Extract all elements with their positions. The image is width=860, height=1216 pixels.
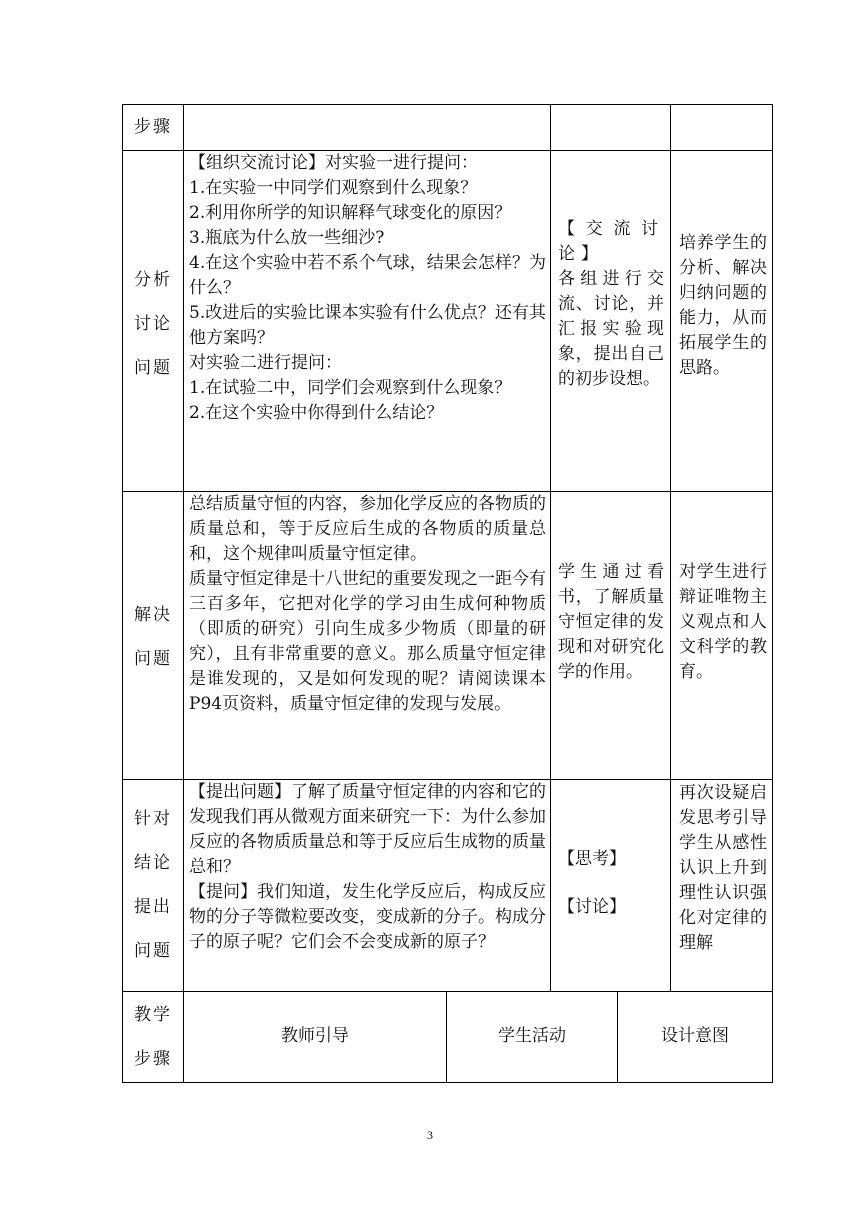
- step-label-cell: [123, 258, 183, 390]
- table-rule: [772, 104, 773, 1083]
- student-activity-cell: [558, 847, 664, 920]
- teacher-guidance-cell: [189, 492, 546, 717]
- column-header-intent: 设计意图: [661, 1026, 729, 1046]
- paragraph: 再次设疑启发思考引导学生从感性认识上升到理性认识强化对定律的理解: [679, 783, 767, 953]
- paragraph: 【交流讨论】: [558, 219, 664, 264]
- table-rule: [122, 991, 773, 992]
- step-label-cell: [123, 993, 183, 1081]
- step-label-cell: [123, 105, 183, 150]
- paragraph: 4.在这个实验中若不系个气球，结果会怎样？为什么？: [189, 253, 546, 298]
- step-label: 结论: [134, 853, 172, 873]
- design-intent-cell: [679, 781, 767, 956]
- table-rule: [670, 104, 671, 992]
- step-label: 问题: [134, 649, 172, 669]
- step-label: 教学: [134, 1005, 172, 1025]
- step-label: 讨论: [134, 314, 172, 334]
- paragraph: 【讨论】: [558, 897, 626, 917]
- paragraph: 3.瓶底为什么放一些细沙?: [189, 228, 385, 248]
- paragraph: 质量守恒定律是十八世纪的重要发现之一距今有三百多年，它把对化学的学习由生成何种物质（即质的研究）引向生成多少物质（即量的研究），且有非常重要的意义。那么质量守恒定律是谁发现的，又是如何发现的呢？请阅读课本P94页资料，质量守恒定律的发现与发展。: [189, 569, 546, 714]
- table-rule: [122, 1082, 773, 1083]
- table-rule: [183, 104, 184, 1083]
- table-rule: [550, 104, 551, 992]
- step-label: 问题: [134, 941, 172, 961]
- step-label: 步骤: [134, 1049, 172, 1069]
- paragraph: 2.利用你所学的知识解释气球变化的原因？: [189, 203, 512, 223]
- step-label: 步骤: [134, 117, 172, 137]
- step-label-cell: [123, 593, 183, 681]
- student-activity-cell: [558, 217, 664, 392]
- paragraph: 【提出问题】了解了质量守恒定律的内容和它的发现我们再从微观方面来研究一下：为什么参加反应的各物质质量总和等于反应后生成物的质量总和？: [189, 782, 546, 877]
- paragraph: 各组进行交流、讨论，并汇报实验现象，提出自己的初步设想。: [558, 269, 664, 389]
- step-label: 解决: [134, 605, 172, 625]
- paragraph: 【思考】: [558, 849, 626, 869]
- table-rule: [122, 104, 773, 105]
- student-activity-cell: [558, 560, 664, 685]
- step-label: 针对: [134, 809, 172, 829]
- teacher-guidance-cell: [189, 151, 546, 426]
- paragraph: 【组织交流讨论】对实验一进行提问：: [189, 153, 478, 173]
- design-intent-cell: [679, 560, 767, 685]
- paragraph: 1.在实验一中同学们观察到什么现象？: [189, 178, 478, 198]
- paragraph: 【提问】我们知道，发生化学反应后，构成反应物的分子等微粒要改变，变成新的分子。构成分子的原子呢？它们会不会变成新的原子？: [189, 882, 546, 952]
- paragraph: 学生通过看书，了解质量守恒定律的发现和对研究化学的作用。: [558, 562, 664, 682]
- step-label-cell: [123, 797, 183, 973]
- column-header-teacher: 教师引导: [281, 1026, 349, 1046]
- paragraph: 2.在这个实验中你得到什么结论？: [189, 403, 444, 423]
- step-label: 提出: [134, 897, 172, 917]
- paragraph: 培养学生的分析、解决归纳问题的能力，从而拓展学生的思路。: [679, 233, 767, 378]
- paragraph: 5.改进后的实验比课本实验有什么优点？还有其他方案吗？: [189, 303, 546, 348]
- paragraph: 对实验二进行提问：: [189, 353, 342, 373]
- paragraph: 对学生进行辩证唯物主义观点和人文科学的教育。: [679, 562, 767, 682]
- paragraph: 1.在试验二中，同学们会观察到什么现象？: [189, 378, 512, 398]
- page-number: 3: [427, 1128, 433, 1142]
- column-header-student: 学生活动: [498, 1026, 566, 1046]
- teacher-guidance-cell: [189, 780, 546, 955]
- design-intent-cell: [679, 231, 767, 381]
- step-label: 问题: [134, 358, 172, 378]
- paragraph: 总结质量守恒的内容，参加化学反应的各物质的质量总和，等于反应后生成的各物质的质量总和，这个规律叫质量守恒定律。: [189, 494, 546, 564]
- step-label: 分析: [134, 270, 172, 290]
